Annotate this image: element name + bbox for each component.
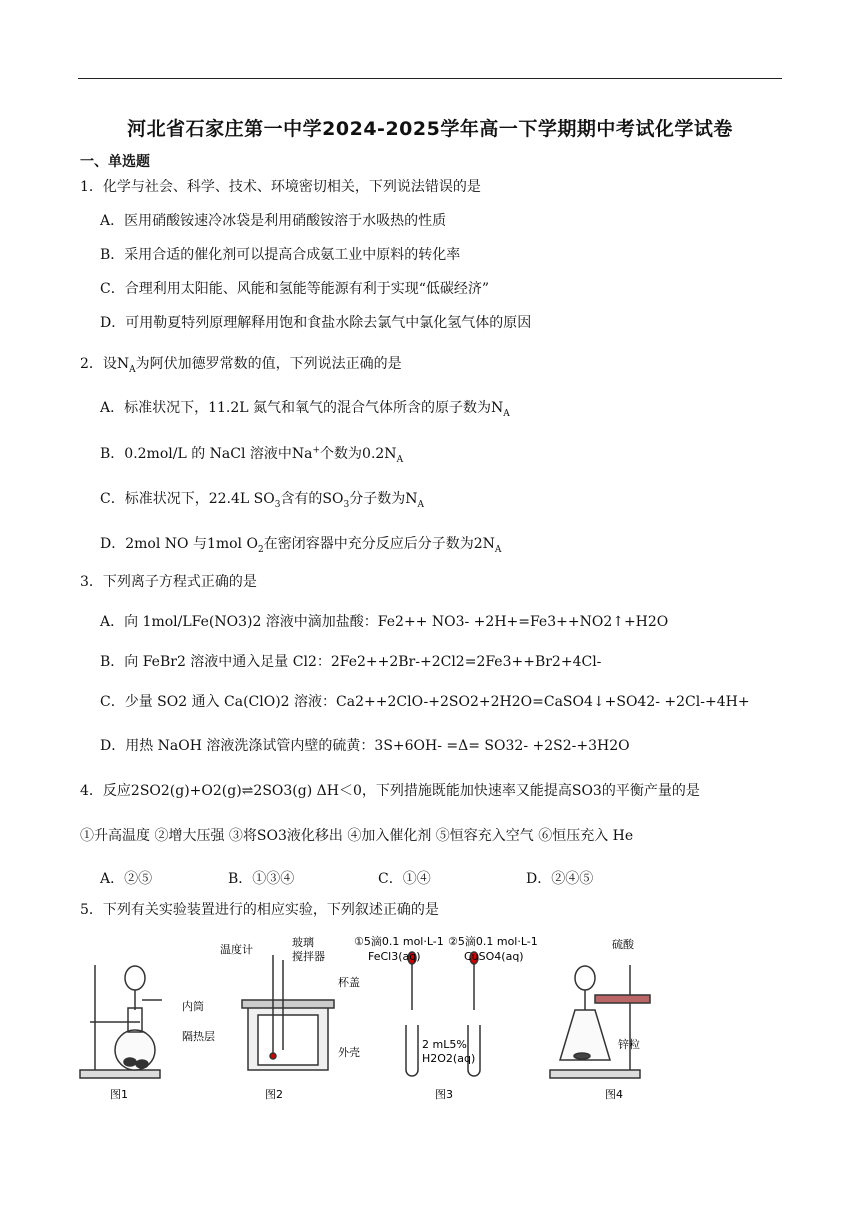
fig2-label-glass: 玻璃 [292,936,314,949]
section-heading: 一、单选题 [80,154,150,170]
q1-option-b: B．采用合适的催化剂可以提高合成氨工业中原料的转化率 [100,247,461,263]
q2-option-a: A．标准状况下，11.2L 氮气和氧气的混合气体所含的原子数为$N_A$ [100,400,510,419]
figure-4-label: 图4 [605,1088,623,1101]
q4-option-b: B．①③④ [228,871,295,887]
q1-option-d: D．可用勒夏特列原理解释用饱和食盐水除去氯气中氯化氢气体的原因 [100,315,532,331]
figure-3-label: 图3 [435,1088,453,1101]
q4-option-a: A．②⑤ [100,871,153,887]
q1-option-a: A．医用硝酸铵速冷冰袋是利用硝酸铵溶于水吸热的性质 [100,213,447,229]
q3-option-d: D．用热 NaOH 溶液洗涤试管内壁的硫黄：3S+6OH- =Δ= SO32- +2S2-+3H2O [100,738,630,754]
q4-stem: 4．反应2SO2(g)+O2(g)⇌2SO3(g) ΔH＜0，下列措施既能加快速率又能提高SO3的平衡产量的是 [80,783,700,799]
q3-option-c: C．少量 SO2 通入 Ca(ClO)2 溶液：Ca2++2ClO-+2SO2+2H2O=CaSO4↓+SO42- +2Cl-+4H+ [100,694,750,710]
fig4-label-zinc: 锌粒 [618,1038,640,1051]
fig3-label-fecl3: FeCl3(aq) [368,950,421,963]
q3-stem: 3．下列离子方程式正确的是 [80,574,257,590]
header-rule [78,78,782,79]
fig4-label-acid: 硫酸 [612,938,634,951]
figure-4-gas-apparatus [550,965,650,1078]
q4-option-d: D．②④⑤ [526,871,594,887]
q2-option-b: B．0.2mol/L 的 NaCl 溶液中Na+个数为$0.2N_A$ [100,445,404,465]
q5-stem: 5．下列有关实验装置进行的相应实验，下列叙述正确的是 [80,902,439,918]
fig3-label-volume: 2 mL5% [422,1038,467,1051]
q1-option-c: C．合理利用太阳能、风能和氢能等能源有利于实现“低碳经济” [100,281,490,297]
q1-stem: 1．化学与社会、科学、技术、环境密切相关，下列说法错误的是 [80,179,481,195]
fig2-label-insulation: 隔热层 [182,1030,215,1043]
q3-option-b: B．向 FeBr2 溶液中通入足量 Cl2：2Fe2++2Br-+2Cl2=2Fe3++Br2+4Cl- [100,654,602,670]
fig3-label-h2o2: H2O2(aq) [422,1052,476,1065]
fig2-label-lid: 杯盖 [338,976,360,989]
q4-option-c: C．①④ [378,871,431,887]
experiment-figures [70,930,790,1105]
figure-1-label: 图1 [110,1088,128,1101]
q2-option-c: C．标准状况下，22.4L $SO_3$含有的$SO_3$分子数为$N_A$ [100,491,424,510]
q2-option-d: D．2mol NO 与1mol $O_2$在密闭容器中充分反应后分子数为$2N_A$ [100,536,502,555]
page-title: 河北省石家庄第一中学2024-2025学年高一下学期期中考试化学试卷 [127,118,733,140]
figure-2-label: 图2 [265,1088,283,1101]
figure-1-apparatus [80,965,162,1078]
fig3-label-1: ①5滴0.1 mol·L-1 [354,935,444,948]
fig3-label-cuso4: CuSO4(aq) [464,950,524,963]
q2-stem: 2．设$N_A$为阿伏加德罗常数的值，下列说法正确的是 [80,356,402,375]
fig3-label-2: ②5滴0.1 mol·L-1 [448,935,538,948]
fig2-label-thermometer: 温度计 [220,943,253,956]
fig2-label-shell: 外壳 [338,1046,360,1059]
q3-option-a: A．向 1mol/LFe(NO3)2 溶液中滴加盐酸：Fe2++ NO3- +2H+=Fe3++NO2↑+H2O [100,614,669,630]
fig2-label-inner: 内筒 [182,1000,204,1013]
q4-items: ①升高温度 ②增大压强 ③将SO3液化移出 ④加入催化剂 ⑤恒容充入空气 ⑥恒压充入 He [80,828,634,844]
fig2-label-stirrer: 搅拌器 [292,950,325,963]
figure-2-calorimeter [242,955,334,1070]
